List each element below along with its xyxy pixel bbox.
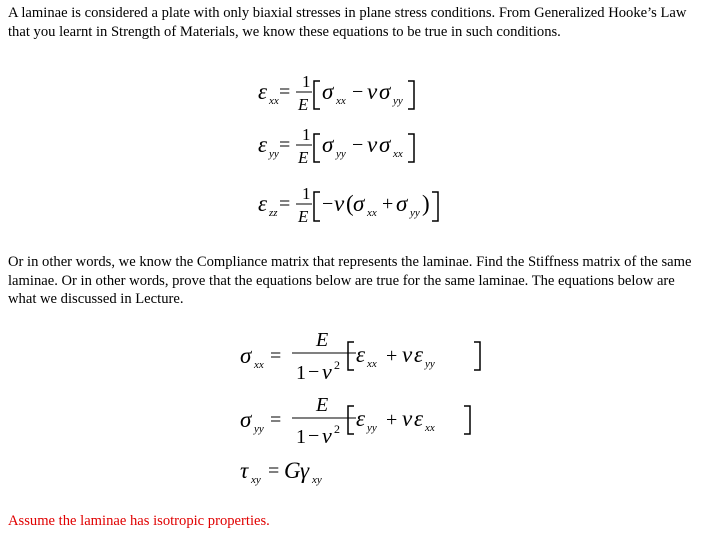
svg-text:1: 1 (302, 125, 311, 144)
svg-text:τ: τ (240, 458, 249, 483)
svg-text:=: = (279, 193, 291, 215)
equation-eps-zz (258, 184, 438, 226)
svg-text:E: E (298, 148, 309, 167)
svg-text:yy: yy (269, 148, 279, 160)
svg-text:ν: ν (322, 359, 332, 384)
svg-text:σ: σ (379, 79, 391, 104)
svg-text:(: ( (346, 191, 354, 216)
svg-text:=: = (268, 460, 280, 482)
stiffness-paragraph: Or in other words, we know the Compliance matrix that represents the laminae. Find the Stiffness matrix of the same laminae. Or in other words, prove that the equations below are true for the same laminae. The equations below are what we discussed in Lecture. (8, 254, 692, 307)
svg-text:+: + (386, 345, 398, 367)
svg-text:ε: ε (258, 79, 268, 104)
svg-text:γ: γ (300, 458, 310, 483)
compliance-equations (240, 66, 490, 236)
svg-text:σ: σ (240, 407, 252, 432)
svg-text:xx: xx (393, 148, 403, 160)
svg-text:+: + (382, 193, 394, 215)
svg-text:−: − (352, 81, 364, 103)
svg-text:yy: yy (254, 423, 264, 435)
svg-text:xx: xx (367, 207, 377, 219)
svg-text:xx: xx (367, 358, 377, 370)
svg-text:E: E (316, 329, 329, 351)
svg-text:1: 1 (296, 426, 306, 448)
svg-text:−: − (352, 134, 364, 156)
svg-text:2: 2 (334, 422, 340, 436)
svg-text:1: 1 (296, 362, 306, 384)
svg-text:E: E (298, 207, 309, 226)
svg-text:σ: σ (353, 191, 365, 216)
equation-sigma-xx (240, 329, 480, 384)
svg-text:ν: ν (402, 406, 413, 431)
svg-text:zz: zz (269, 207, 278, 219)
svg-text:σ: σ (379, 132, 391, 157)
svg-text:): ) (422, 191, 430, 216)
svg-text:ε: ε (356, 342, 366, 367)
svg-text:E: E (298, 95, 309, 114)
svg-text:ε: ε (414, 406, 424, 431)
svg-text:1: 1 (302, 72, 311, 91)
svg-text:ν: ν (322, 423, 332, 448)
svg-text:1: 1 (302, 184, 311, 203)
svg-text:xy: xy (312, 474, 322, 486)
svg-text:ε: ε (356, 406, 366, 431)
svg-text:=: = (279, 134, 291, 156)
svg-text:xx: xx (336, 95, 346, 107)
svg-text:σ: σ (240, 343, 252, 368)
equation-eps-xx (258, 72, 414, 114)
stiffness-equations (236, 322, 496, 492)
equation-sigma-yy (240, 394, 470, 448)
svg-text:yy: yy (425, 358, 435, 370)
svg-text:xx: xx (425, 422, 435, 434)
svg-text:2: 2 (334, 358, 340, 372)
svg-text:+: + (386, 409, 398, 431)
svg-text:σ: σ (396, 191, 408, 216)
svg-text:yy: yy (367, 422, 377, 434)
svg-text:ε: ε (258, 191, 268, 216)
svg-text:E: E (316, 394, 329, 416)
svg-text:ε: ε (258, 132, 268, 157)
equation-tau-xy (240, 458, 322, 486)
svg-text:xy: xy (251, 474, 261, 486)
svg-text:−: − (308, 425, 320, 447)
svg-text:=: = (270, 409, 282, 431)
svg-text:yy: yy (393, 95, 403, 107)
svg-text:xx: xx (269, 95, 279, 107)
svg-text:σ: σ (322, 132, 334, 157)
svg-text:ν: ν (334, 191, 345, 216)
svg-text:=: = (270, 345, 282, 367)
svg-text:=: = (279, 81, 291, 103)
svg-text:xx: xx (254, 359, 264, 371)
svg-text:yy: yy (410, 207, 420, 219)
equation-eps-yy (258, 125, 414, 167)
svg-text:ν: ν (367, 132, 378, 157)
svg-text:G: G (284, 458, 301, 483)
svg-text:−: − (308, 361, 320, 383)
svg-text:ν: ν (402, 342, 413, 367)
svg-text:yy: yy (336, 148, 346, 160)
svg-text:ν: ν (367, 79, 378, 104)
svg-text:ε: ε (414, 342, 424, 367)
isotropic-note: Assume the laminae has isotropic properties. (8, 513, 270, 529)
svg-text:σ: σ (322, 79, 334, 104)
svg-text:−: − (322, 193, 334, 215)
intro-paragraph: A laminae is considered a plate with only biaxial stresses in plane stress conditions. From Generalized Hooke’s Law that you learnt in Strength of Materials, we know these equations to be true in such conditions. (8, 5, 687, 40)
